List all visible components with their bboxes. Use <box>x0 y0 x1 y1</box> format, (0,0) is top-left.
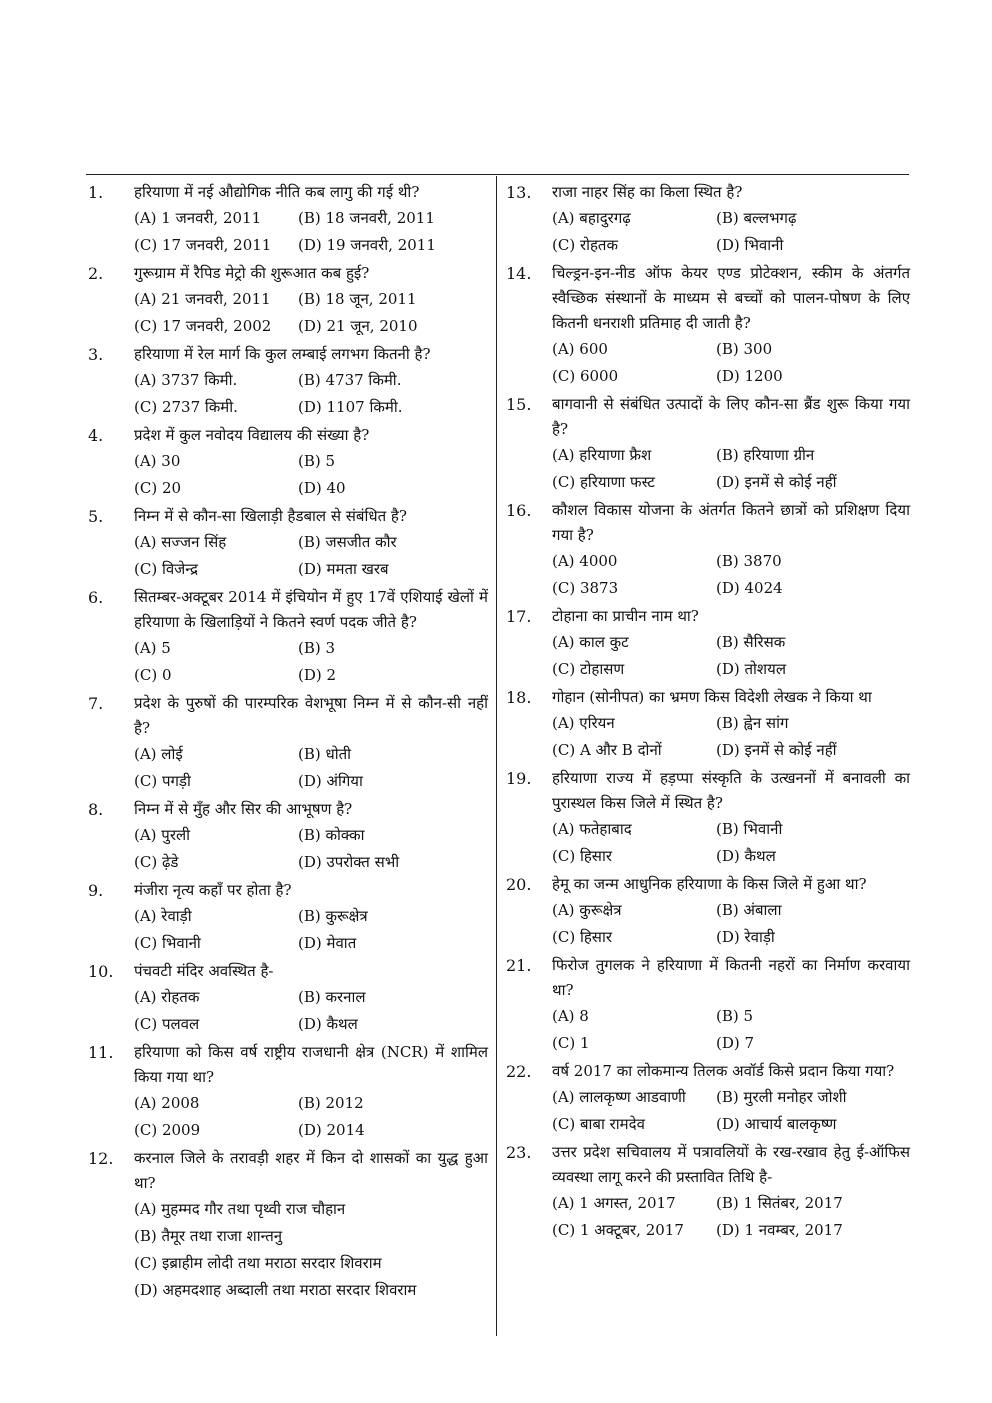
question-9 <box>88 878 488 957</box>
option-d[interactable]: (D) 19 जनवरी, 2011 <box>298 236 436 254</box>
options <box>552 548 910 602</box>
option-d[interactable]: (D) रेवाड़ी <box>716 928 775 946</box>
option-b[interactable]: (B) 18 जनवरी, 2011 <box>298 209 435 227</box>
option-d[interactable]: (D) कैथल <box>298 1015 358 1033</box>
option-a[interactable]: (A) फतेहाबाद <box>552 820 632 838</box>
option-b[interactable]: (B) 5 <box>716 1007 754 1025</box>
options <box>552 710 910 764</box>
question-17 <box>506 604 910 683</box>
question-11 <box>88 1040 488 1144</box>
option-c[interactable]: (C) 2737 किमी. <box>134 398 238 416</box>
option-d[interactable]: (D) ममता खरब <box>298 560 389 578</box>
question-number: 16. <box>506 501 532 520</box>
option-c[interactable]: (C) रोहतक <box>552 236 619 254</box>
option-b[interactable]: (B) बल्लभगढ़ <box>716 209 797 227</box>
option-b[interactable]: (B) सैरिसक <box>716 633 786 651</box>
option-a[interactable]: (A) 1 जनवरी, 2011 <box>134 209 262 227</box>
options <box>134 286 488 340</box>
option-b[interactable]: (B) तैमूर तथा राजा शान्तनु <box>134 1227 283 1245</box>
option-a[interactable]: (A) 30 <box>134 452 181 470</box>
option-d[interactable]: (D) इनमें से कोई नहीं <box>716 473 837 491</box>
question-20 <box>506 872 910 951</box>
question-text: निम्न में से मुँह और सिर की आभूषण है? <box>134 800 353 818</box>
option-d[interactable]: (D) भिवानी <box>716 236 784 254</box>
question-text: प्रदेश में कुल नवोदय विद्यालय की संख्या है? <box>134 426 370 444</box>
option-d[interactable]: (D) 1 नवम्बर, 2017 <box>716 1221 843 1239</box>
question-number: 15. <box>506 395 532 414</box>
option-b[interactable]: (B) 18 जून, 2011 <box>298 290 417 308</box>
option-d[interactable]: (D) उपरोक्त सभी <box>298 853 400 871</box>
option-a[interactable]: (A) एरियन <box>552 714 615 732</box>
question-text: करनाल जिले के तरावड़ी शहर में किन दो शासकों का युद्ध हुआ था? <box>134 1149 488 1192</box>
option-b[interactable]: (B) ह्वेन सांग <box>716 714 789 732</box>
question-number: 14. <box>506 264 532 283</box>
question-text: सितम्बर-अक्टूबर 2014 में इंचियोन में हुए 17वें एशियाई खेलों में हरियाणा के खिलाड़ियों ने कितने स्वर्ण पदक जीते है? <box>134 588 488 631</box>
option-c[interactable]: (C) टोहासण <box>552 660 625 678</box>
option-b[interactable]: (B) 3870 <box>716 552 782 570</box>
question-number: 10. <box>88 962 114 981</box>
option-a[interactable]: (A) कुरूक्षेत्र <box>552 901 622 919</box>
option-d[interactable]: (D) 4024 <box>716 579 783 597</box>
question-number: 12. <box>88 1149 114 1168</box>
option-a[interactable]: (A) 21 जनवरी, 2011 <box>134 290 271 308</box>
option-d[interactable]: (D) 21 जून, 2010 <box>298 317 418 335</box>
option-a[interactable]: (A) 4000 <box>552 552 618 570</box>
options <box>134 205 488 259</box>
question-18 <box>506 685 910 764</box>
question-number: 9. <box>88 881 104 900</box>
question-2 <box>88 261 488 340</box>
options <box>552 1084 910 1138</box>
option-a[interactable]: (A) रोहतक <box>134 988 200 1006</box>
question-text: राजा नाहर सिंह का किला स्थित है? <box>552 183 743 201</box>
question-number: 19. <box>506 769 532 788</box>
options <box>134 984 488 1038</box>
question-number: 8. <box>88 800 104 819</box>
question-text: हरियाणा राज्य में हड़प्पा संस्कृति के उत्खननों में बनावली का पुरास्थल किस जिले में स्थित है? <box>552 769 910 812</box>
question-text: टोहाना का प्राचीन नाम था? <box>552 607 699 625</box>
question-number: 4. <box>88 426 104 445</box>
option-c[interactable]: (C) 1 <box>552 1034 590 1052</box>
options <box>552 816 910 870</box>
question-13 <box>506 180 910 259</box>
option-d[interactable]: (D) 2 <box>298 666 337 684</box>
option-a[interactable]: (A) 8 <box>552 1007 589 1025</box>
question-3 <box>88 342 488 421</box>
option-b[interactable]: (B) अंबाला <box>716 901 782 919</box>
question-8 <box>88 797 488 876</box>
option-a[interactable]: (A) पुरली <box>134 826 191 844</box>
question-number: 7. <box>88 694 104 713</box>
options <box>134 1196 488 1304</box>
option-c[interactable]: (C) भिवानी <box>134 934 201 952</box>
option-c[interactable]: (C) इब्राहीम लोदी तथा मराठा सरदार शिवराम <box>134 1254 382 1272</box>
question-16 <box>506 498 910 602</box>
option-c[interactable]: (C) पलवल <box>134 1015 200 1033</box>
question-text: हरियाणा में रेल मार्ग कि कुल लम्बाई लगभग कितनी है? <box>134 345 431 363</box>
question-text: मंजीरा नृत्य कहाँ पर होता है? <box>134 881 292 899</box>
option-b[interactable]: (B) 300 <box>716 340 773 358</box>
question-6 <box>88 585 488 689</box>
question-22 <box>506 1059 910 1138</box>
options <box>134 741 488 795</box>
option-c[interactable]: (C) 2009 <box>134 1121 201 1139</box>
question-number: 6. <box>88 588 104 607</box>
option-b[interactable]: (B) 2012 <box>298 1094 364 1112</box>
question-number: 21. <box>506 956 532 975</box>
option-a[interactable]: (A) बहादुरगढ़ <box>552 209 631 227</box>
question-7 <box>88 691 488 795</box>
option-a[interactable]: (A) 1 अगस्त, 2017 <box>552 1194 676 1212</box>
option-c[interactable]: (C) विजेन्द्र <box>134 560 198 578</box>
question-10 <box>88 959 488 1038</box>
question-text: फिरोज तुगलक ने हरियाणा में कितनी नहरों का निर्माण करवाया था? <box>552 956 910 999</box>
option-d[interactable]: (D) कैथल <box>716 847 776 865</box>
option-d[interactable]: (D) तोशयल <box>716 660 787 678</box>
right-column <box>506 180 910 1244</box>
top-rule <box>86 174 909 175</box>
column-divider <box>496 176 497 1336</box>
option-a[interactable]: (A) 2008 <box>134 1094 200 1112</box>
option-d[interactable]: (D) 1107 किमी. <box>298 398 403 416</box>
question-text: हेमू का जन्म आधुनिक हरियाणा के किस जिले में हुआ था? <box>552 875 867 893</box>
option-d[interactable]: (D) 40 <box>298 479 346 497</box>
question-text: चिल्ड्रन-इन-नीड ऑफ केयर एण्ड प्रोटेक्शन, स्कीम के अंतर्गत स्वैच्छिक संस्थानों के माध्यम से बच्चों को पालन-पोषण के लिए कितनी धनराशी प्रतिमाह दी जाती है? <box>552 264 910 332</box>
option-b[interactable]: (B) 3 <box>298 639 336 657</box>
question-number: 13. <box>506 183 532 202</box>
options <box>552 629 910 683</box>
option-c[interactable]: (C) हरियाणा फस्ट <box>552 473 655 491</box>
option-c[interactable]: (C) 1 अक्टूबर, 2017 <box>552 1221 684 1239</box>
option-c[interactable]: (C) 17 जनवरी, 2002 <box>134 317 272 335</box>
option-c[interactable]: (C) हिसार <box>552 847 612 865</box>
question-text: उत्तर प्रदेश सचिवालय में पत्रावलियों के रख-रखाव हेतु ई-ऑफिस व्यवस्था लागू करने की प्रस्तावित तिथि है- <box>552 1143 910 1186</box>
question-19 <box>506 766 910 870</box>
options <box>134 822 488 876</box>
option-d[interactable]: (D) अहमदशाह अब्दाली तथा मराठा सरदार शिवराम <box>134 1281 417 1299</box>
question-text: कौशल विकास योजना के अंतर्गत कितने छात्रों को प्रशिक्षण दिया गया है? <box>552 501 910 544</box>
option-b[interactable]: (B) करनाल <box>298 988 366 1006</box>
question-number: 23. <box>506 1143 532 1162</box>
option-d[interactable]: (D) 1200 <box>716 367 783 385</box>
question-text: वर्ष 2017 का लोकमान्य तिलक अवॉर्ड किसे प्रदान किया गया? <box>552 1062 895 1080</box>
option-b[interactable]: (B) 4737 किमी. <box>298 371 402 389</box>
question-text: गुरूग्राम में रैपिड मेट्रो की शुरूआत कब हुई? <box>134 264 370 282</box>
option-c[interactable]: (C) पगड़ी <box>134 772 191 790</box>
option-d[interactable]: (D) अंगिया <box>298 772 363 790</box>
option-c[interactable]: (C) A और B दोनों <box>552 741 662 759</box>
option-b[interactable]: (B) हरियाणा ग्रीन <box>716 446 815 464</box>
option-a[interactable]: (A) रेवाड़ी <box>134 907 192 925</box>
options <box>552 442 910 496</box>
question-1 <box>88 180 488 259</box>
question-5 <box>88 504 488 583</box>
option-c[interactable]: (C) 6000 <box>552 367 619 385</box>
question-text: पंचवटी मंदिर अवस्थित है- <box>134 962 274 980</box>
question-number: 20. <box>506 875 532 894</box>
option-b[interactable]: (B) 1 सितंबर, 2017 <box>716 1194 843 1212</box>
question-text: निम्न में से कौन-सा खिलाड़ी हैडबाल से संबंधित है? <box>134 507 407 525</box>
question-text: हरियाणा में नई औद्योगिक नीति कब लागु की गई थी? <box>134 183 420 201</box>
option-d[interactable]: (D) इनमें से कोई नहीं <box>716 741 837 759</box>
option-c[interactable]: (C) बाबा रामदेव <box>552 1115 645 1133</box>
option-d[interactable]: (D) 2014 <box>298 1121 365 1139</box>
option-c[interactable]: (C) 20 <box>134 479 182 497</box>
option-a[interactable]: (A) 600 <box>552 340 608 358</box>
option-d[interactable]: (D) मेवात <box>298 934 357 952</box>
question-number: 18. <box>506 688 532 707</box>
question-number: 17. <box>506 607 532 626</box>
option-a[interactable]: (A) सज्जन सिंह <box>134 533 227 551</box>
question-12 <box>88 1146 488 1304</box>
option-c[interactable]: (C) 3873 <box>552 579 619 597</box>
options <box>134 903 488 957</box>
question-4 <box>88 423 488 502</box>
options <box>134 529 488 583</box>
option-a[interactable]: (A) 5 <box>134 639 171 657</box>
left-column <box>88 180 488 1304</box>
question-text: प्रदेश के पुरुषों की पारम्परिक वेशभूषा निम्न में से कौन-सी नहीं है? <box>134 694 488 737</box>
question-14 <box>506 261 910 390</box>
options <box>552 1190 910 1244</box>
options <box>552 336 910 390</box>
question-number: 1. <box>88 183 104 202</box>
option-b[interactable]: (B) धोती <box>298 745 352 763</box>
option-c[interactable]: (C) हिसार <box>552 928 612 946</box>
option-a[interactable]: (A) लालकृष्ण आडवाणी <box>552 1088 686 1106</box>
question-text: बागवानी से संबंधित उत्पादों के लिए कौन-सा ब्रैंड शुरू किया गया है? <box>552 395 910 438</box>
option-b[interactable]: (B) भिवानी <box>716 820 783 838</box>
option-a[interactable]: (A) काल कुट <box>552 633 629 651</box>
option-d[interactable]: (D) 7 <box>716 1034 755 1052</box>
option-b[interactable]: (B) कुरूक्षेत्र <box>298 907 368 925</box>
question-text: गोहान (सोनीपत) का भ्रमण किस विदेशी लेखक ने किया था <box>552 688 872 706</box>
options <box>552 1003 910 1057</box>
options <box>552 205 910 259</box>
option-a[interactable]: (A) हरियाणा फ्रैश <box>552 446 652 464</box>
option-a[interactable]: (A) लोई <box>134 745 183 763</box>
option-b[interactable]: (B) मुरली मनोहर जोशी <box>716 1088 847 1106</box>
option-b[interactable]: (B) कोक्का <box>298 826 365 844</box>
question-number: 22. <box>506 1062 532 1081</box>
option-c[interactable]: (C) 17 जनवरी, 2011 <box>134 236 272 254</box>
question-15 <box>506 392 910 496</box>
question-number: 2. <box>88 264 104 283</box>
option-a[interactable]: (A) मुहम्मद गौर तथा पृथ्वी राज चौहान <box>134 1200 346 1218</box>
question-21 <box>506 953 910 1057</box>
option-c[interactable]: (C) 0 <box>134 666 172 684</box>
option-c[interactable]: (C) ढ़ेडे <box>134 853 179 871</box>
options <box>134 1090 488 1144</box>
options <box>134 635 488 689</box>
question-number: 3. <box>88 345 104 364</box>
question-number: 11. <box>88 1043 114 1062</box>
option-a[interactable]: (A) 3737 किमी. <box>134 371 238 389</box>
options <box>552 897 910 951</box>
options <box>134 367 488 421</box>
options <box>134 448 488 502</box>
option-b[interactable]: (B) 5 <box>298 452 336 470</box>
question-23 <box>506 1140 910 1244</box>
option-d[interactable]: (D) आचार्य बालकृष्ण <box>716 1115 837 1133</box>
question-text: हरियाणा को किस वर्ष राष्ट्रीय राजधानी क्षेत्र (NCR) में शामिल किया गया था? <box>134 1043 488 1086</box>
option-b[interactable]: (B) जसजीत कौर <box>298 533 397 551</box>
question-number: 5. <box>88 507 104 526</box>
